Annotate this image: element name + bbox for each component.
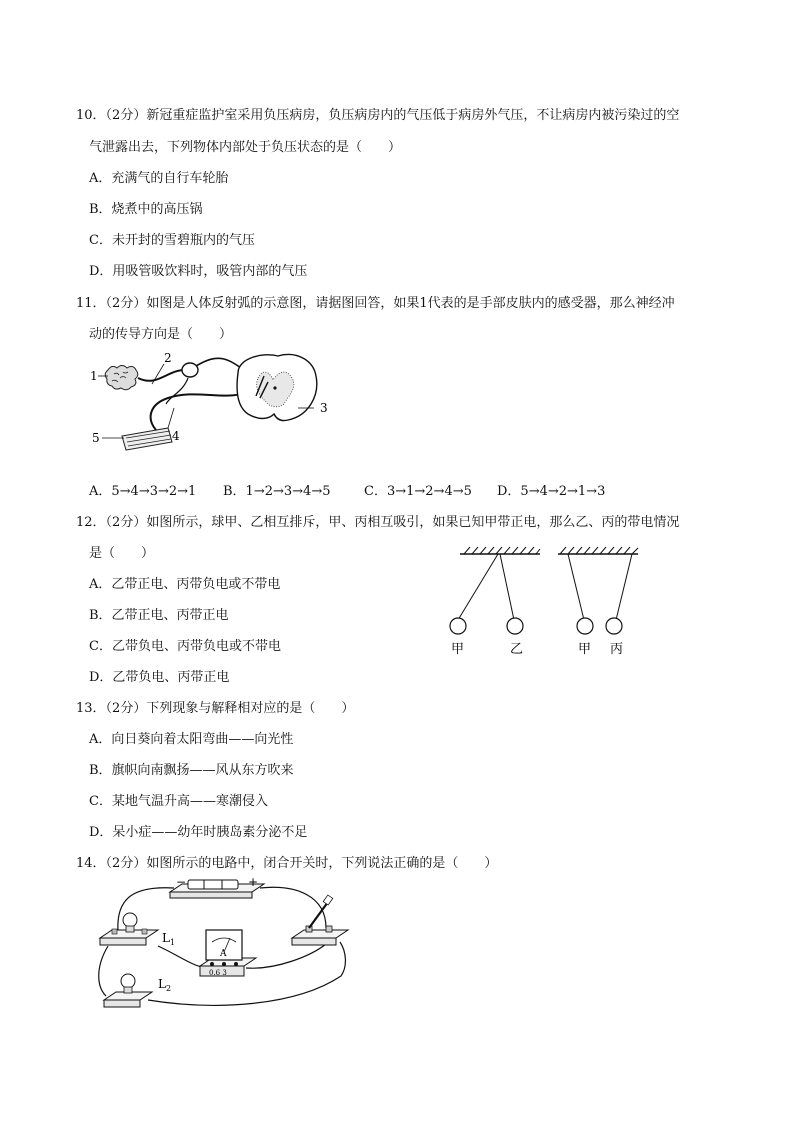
q10-option-a[interactable]: A．充满气的自行车轮胎 — [89, 171, 229, 186]
ammeter-scale-label: 0.6 3 — [209, 969, 227, 977]
receptor-skin-icon — [105, 366, 138, 390]
reflex-arc-figure — [88, 348, 338, 468]
ball-bing — [606, 618, 622, 634]
lamp-l2-icon — [104, 974, 152, 1007]
ball-yi — [507, 618, 523, 634]
label-jia-left: 甲 — [451, 642, 465, 657]
battery-plus-label: + — [248, 876, 259, 889]
ammeter-label: A — [220, 949, 227, 959]
label-2: 2 — [164, 351, 172, 365]
q12-option-d[interactable]: D．乙带负电、丙带正电 — [89, 670, 230, 685]
ganglion — [182, 363, 198, 377]
effector-muscle-icon — [122, 428, 172, 450]
q13-stem: 13．（2分）下列现象与解释相对应的是（ ） — [76, 701, 355, 716]
ball-jia-left — [450, 618, 466, 634]
q14-stem: 14．（2分）如图所示的电路中，闭合开关时，下列说法正确的是（ ） — [76, 856, 498, 871]
q13-option-c[interactable]: C．某地气温升高——寒潮侵入 — [89, 794, 268, 809]
q11-options — [89, 480, 709, 498]
battery-minus-label: − — [176, 876, 187, 889]
label-yi: 乙 — [510, 642, 524, 657]
q12-stem-line1: 12．（2分）如图所示，球甲、乙相互排斥，甲、丙相互吸引，如果已知甲带正电，那么乙、丙的带电情况 — [76, 515, 680, 530]
lamp-l1-label: $L_1$ — [162, 931, 176, 947]
q12-option-a[interactable]: A．乙带正电、丙带负电或不带电 — [89, 577, 281, 592]
q12-option-b[interactable]: B．乙带正电、丙带正电 — [89, 608, 229, 623]
label-5: 5 — [92, 431, 100, 445]
lamp-l2-label: $L_2$ — [158, 977, 172, 993]
ceiling-support-right — [558, 547, 638, 554]
q11-option-d[interactable]: D．5→4→2→1→3 — [497, 484, 606, 499]
label-4: 4 — [172, 429, 180, 443]
afferent-nerve — [138, 370, 188, 381]
ball-jia-right — [577, 618, 593, 634]
label-3: 3 — [320, 401, 328, 415]
q13-option-d[interactable]: D．呆小症——幼年时胰岛素分泌不足 — [89, 825, 308, 840]
q13-option-b[interactable]: B．旗帜向南飘扬——风从东方吹来 — [89, 763, 294, 778]
pendulum-balls-figure — [440, 540, 650, 660]
q11-option-c[interactable]: C．3→1→2→4→5 — [364, 484, 472, 499]
q10-stem-line2: 气泄露出去，下列物体内部处于负压状态的是（ ） — [89, 140, 402, 155]
label-1: 1 — [90, 369, 98, 383]
q11-stem-line1: 11．（2分）如图是人体反射弧的示意图，请据图回答，如果1代表的是手部皮肤内的感受器，那么神经冲 — [76, 296, 675, 311]
q10-stem-line1: 10．（2分）新冠重症监护室采用负压病房，负压病房内的气压低于病房外气压，不让病房内被污染过的空 — [76, 108, 680, 123]
q11-stem-line2: 动的传导方向是（ ） — [89, 327, 233, 342]
label-jia-right: 甲 — [578, 642, 592, 657]
ceiling-support-left — [460, 547, 540, 554]
q10-option-c[interactable]: C．未开封的雪碧瓶内的气压 — [89, 233, 255, 248]
lamp-l1-icon — [100, 913, 158, 945]
q11-option-a[interactable]: A．5→4→3→2→1 — [89, 484, 197, 499]
q10-option-d[interactable]: D．用吸管吸饮料时，吸管内部的气压 — [89, 264, 308, 279]
circuit-figure — [96, 876, 356, 1016]
q10-option-b[interactable]: B．烧煮中的高压锅 — [89, 202, 203, 217]
q12-option-c[interactable]: C．乙带负电、丙带负电或不带电 — [89, 639, 281, 654]
label-bing: 丙 — [610, 642, 624, 657]
spinal-cord-icon — [237, 354, 317, 420]
switch-icon — [292, 895, 348, 945]
q13-option-a[interactable]: A．向日葵向着太阳弯曲——向光性 — [89, 732, 294, 747]
q11-option-b[interactable]: B．1→2→3→4→5 — [223, 484, 331, 499]
q12-stem-line2: 是（ ） — [89, 546, 155, 561]
